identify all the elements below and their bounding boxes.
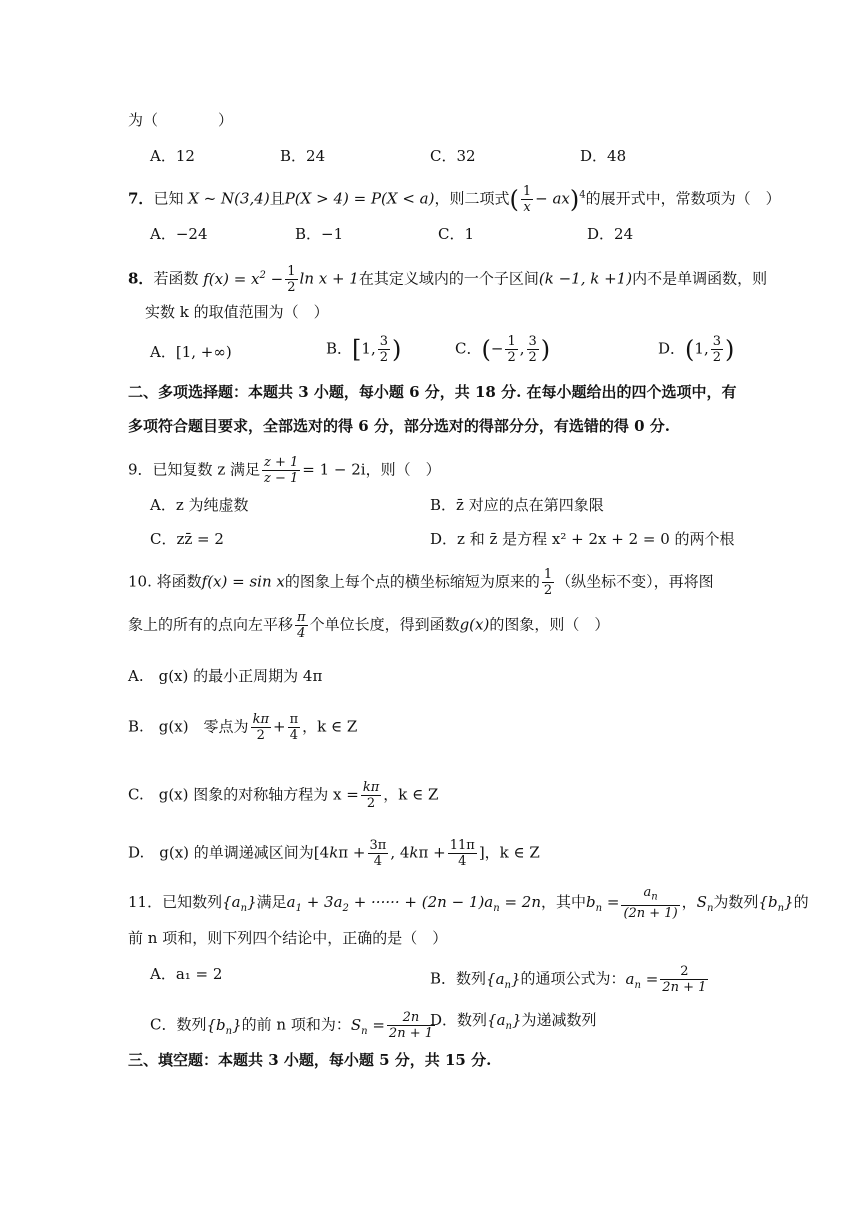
q8-text-1: 若函数 (153, 269, 199, 288)
q11-number: 11． (128, 892, 163, 911)
q11-option-d: D．数列$\{a_n\}$为递减数列 (430, 1011, 597, 1032)
q10-stem: 10. 将函数f(x) = sin x的图象上每个点的横坐标缩短为原来的 $\frac{1}{2}$ （纵坐标不变），再将图 (128, 567, 714, 598)
q8-number: 8． (128, 269, 154, 288)
q10-text-2: 的图象上每个点的横坐标缩短为原来的 (284, 572, 540, 591)
section2-heading-line2: 多项符合题目要求，全部选对的得 6 分，部分选对的得部分分，有选错的得 0 分. (128, 417, 670, 435)
q9-number: 9． (128, 460, 153, 479)
q9-option-b: B．z̄ 对应的点在第四象限 (430, 496, 604, 514)
q10-option-b: B. g(x) 零点为 $\frac{k\pi}{2}$ + $\frac{\pi}{4}$ ，k ∈ Z (128, 712, 358, 743)
section3-heading: 三、填空题：本题共 3 小题，每小题 5 分，共 15 分. (128, 1051, 492, 1069)
q7-text-1: 已知 (153, 189, 184, 208)
q7-option-b: B．−1 (295, 225, 344, 243)
q10-text-1: 将函数 (156, 572, 202, 591)
q8-stem-line2: 实数 k 的取值范围为（ ） (145, 303, 329, 321)
q10-option-a: A. g(x) 的最小正周期为 4π (128, 667, 323, 685)
q10-option-d: D. g(x) 的单调递减区间为[4kπ + $\frac{3\pi}{4}$ , 4kπ + $\frac{11\pi}{4}$ ]，k ∈ Z (128, 838, 540, 869)
q8-option-c: C．(− $\frac{1}{2}$ , $\frac{3}{2}$ ) (455, 334, 551, 365)
q8-math-interval: (k −1, k +1) (538, 269, 633, 288)
q9-stem: 9．已知复数 z 满足 $\frac{z + 1}{z - 1}$ = 1 − 2i，则（ ） (128, 455, 441, 486)
q8-option-a: A．[1, +∞) (150, 343, 232, 361)
q7-text-4: 的展开式中，常数项为（ ） (585, 189, 781, 208)
section2-heading-line1: 二、多项选择题：本题共 3 小题，每小题 6 分，共 18 分. 在每小题给出的四个选项中，有 (128, 383, 737, 401)
q8-text-2: 在其定义域内的一个子区间 (358, 269, 539, 288)
q10-option-c: C. g(x) 图象的对称轴方程为 x = $\frac{k\pi}{2}$ ，k ∈ Z (128, 780, 439, 811)
q9-frac: $\frac{z + 1}{z - 1}$ (264, 455, 299, 486)
q7-math-normal: X ~ N(3,4) (188, 189, 270, 208)
q8-stem: 8．若函数 $f(x) = x^2$ − $\frac{1}{2}$ ln x + 1在其定义域内的一个子区间(k −1, k +1)内不是单调函数，则 (128, 264, 768, 295)
q7-number: 7． (128, 189, 154, 208)
q6-option-d: D．48 (580, 147, 627, 165)
q11-stem-line2: 前 n 项和，则下列四个结论中，正确的是（ ） (128, 929, 448, 947)
q7-option-c: C．1 (438, 225, 475, 243)
q9-text-2: ，则（ ） (365, 460, 441, 479)
q10-math-func: f(x) = sin x (201, 572, 285, 591)
q6-option-b: B．24 (280, 147, 326, 165)
q10-stem-line2: 象上的所有的点向左平移 $\frac{\pi}{4}$ 个单位长度，得到函数g(x)的图象，则（ ） (128, 610, 610, 641)
q7-stem: 7．已知 X ~ N(3,4)且P(X > 4) = P(X < a)，则二项式( $\frac{1}{x}$ − ax)$^4$的展开式中，常数项为（ ） (128, 184, 781, 215)
q7-text-3: ，则二项式 (434, 189, 510, 208)
q10-text-3: （纵坐标不变），再将图 (556, 572, 714, 591)
q7-text-2: 且 (269, 189, 285, 208)
q7-math-prob: P(X > 4) = P(X < a) (284, 189, 435, 208)
q9-option-d: D．z 和 z̄ 是方程 x² + 2x + 2 = 0 的两个根 (430, 530, 735, 548)
q9-option-c: C．zz̄ = 2 (150, 530, 224, 548)
q7-option-a: A．−24 (150, 225, 208, 243)
q11-stem: 11．已知数列$\{a_n\}$满足$a_1 + 3a_2$ + ······ + $(2n - 1)a_n = 2n$，其中$b_n$ = $\frac{a_n}{(2n + 1)}$ ，$S_n$为数列$\{b_n\}$的 (128, 885, 809, 921)
q7-option-d: D．24 (587, 225, 634, 243)
q10-number: 10. (128, 572, 152, 591)
q6-option-c: C．32 (430, 147, 476, 165)
q7-frac: $\frac{1}{x}$ (522, 184, 532, 215)
q11-option-a: A．a₁ = 2 (150, 965, 223, 983)
q11-option-c: C．数列$\{b_n\}$的前 n 项和为：$S_n$ = $\frac{2n}{2n + 1}$ (150, 1010, 433, 1041)
q8-text-3: 内不是单调函数，则 (632, 269, 768, 288)
q9-text-1: 已知复数 z 满足 (152, 460, 260, 479)
q8-option-b: B．[1, $\frac{3}{2}$ ) (326, 334, 402, 365)
q9-option-a: A．z 为纯虚数 (150, 496, 249, 514)
q6-stem-end: 为（ ） (128, 111, 234, 129)
q11-option-b: B．数列$\{a_n\}$的通项公式为：$a_n$ = $\frac{2}{2n + 1}$ (430, 964, 707, 995)
q6-option-a: A．12 (150, 147, 195, 165)
q8-option-d: D．(1, $\frac{3}{2}$ ) (658, 334, 735, 365)
q8-math-func: $f(x) = x^2$ − (203, 269, 284, 288)
